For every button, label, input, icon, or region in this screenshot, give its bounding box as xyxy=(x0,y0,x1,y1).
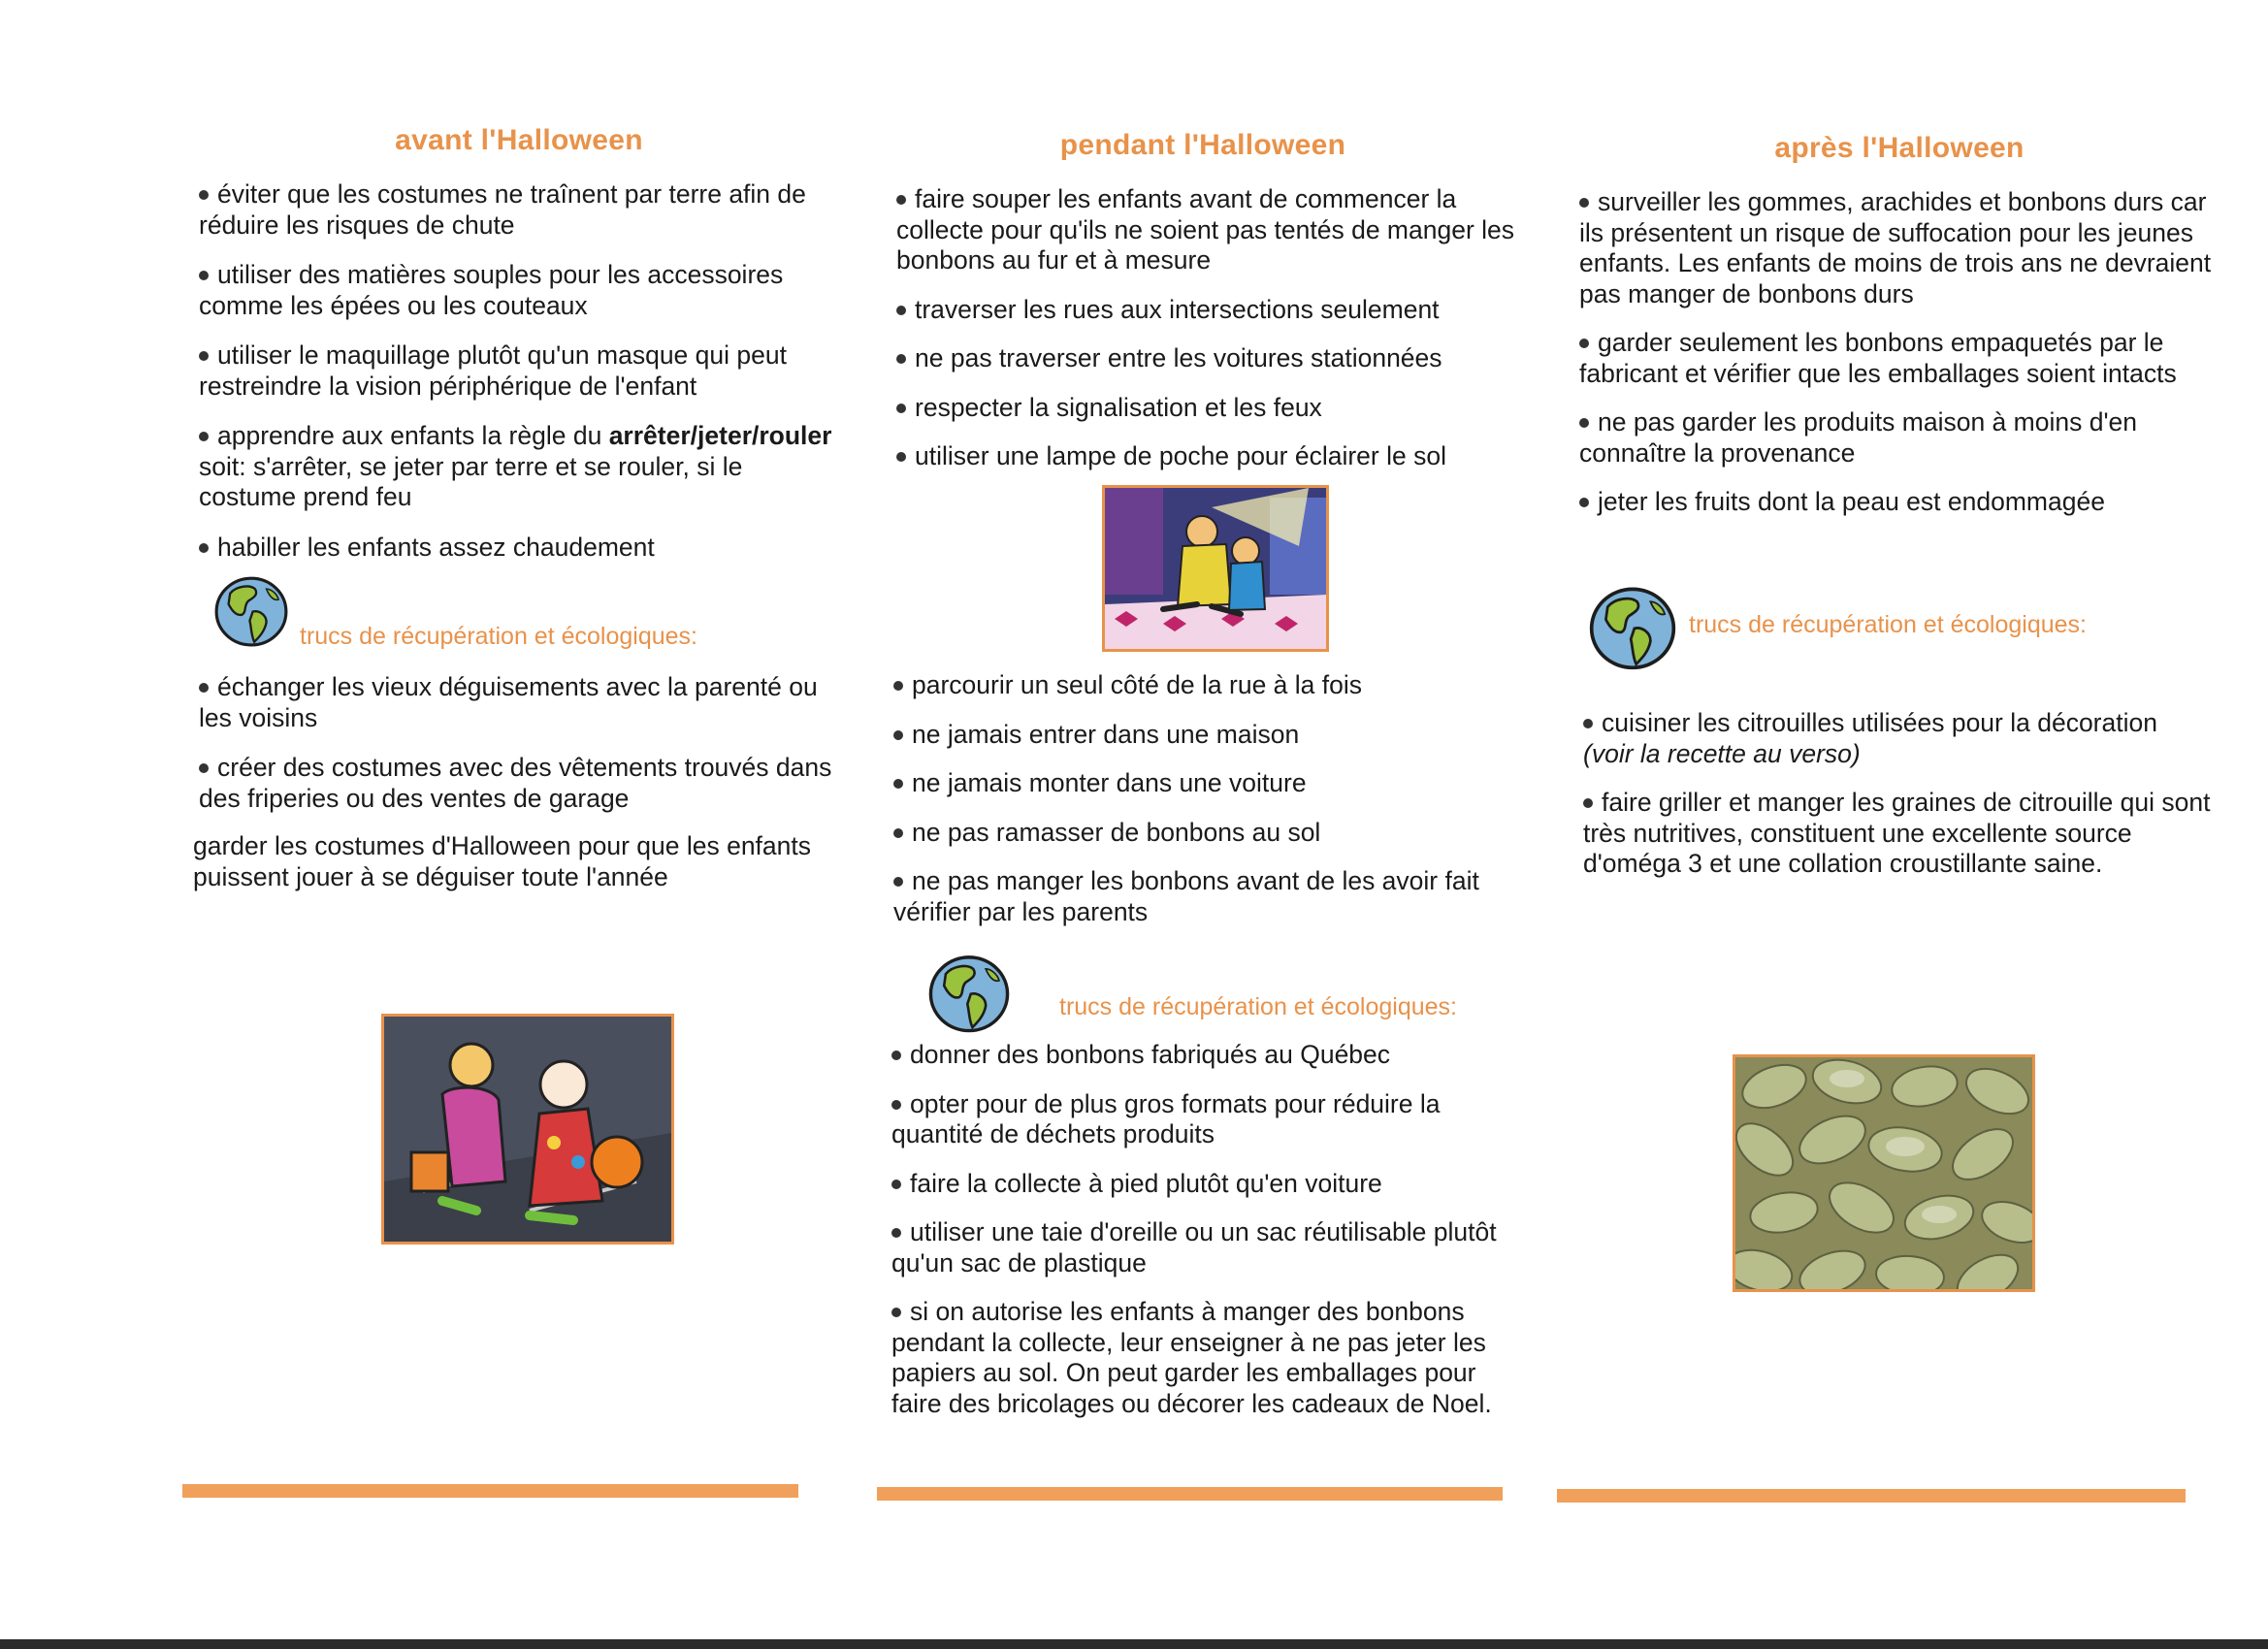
list-item: opter pour de plus gros formats pour réduire la quantité de déchets produits xyxy=(891,1088,1441,1148)
list-item: ne pas garder les produits maison à moins d'en connaître la provenance xyxy=(1579,407,2137,468)
list-item: ne pas ramasser de bonbons au sol xyxy=(893,818,1534,849)
trucs-header-apres xyxy=(1579,582,2219,679)
list-item: utiliser une lampe de poche pour éclairer le sol xyxy=(896,441,1537,472)
trucs-label: trucs de récupération et écologiques: xyxy=(1689,611,2087,638)
rule-name: arrêter/jeter/rouler xyxy=(608,421,832,450)
bullet-icon xyxy=(896,354,906,364)
list-item: utiliser le maquillage plutôt qu'un masque qui peut restreindre la vision périphérique de l'enfant xyxy=(199,340,787,401)
bullet-icon xyxy=(1579,498,1589,507)
bullet-icon xyxy=(1583,798,1593,808)
bullet-icon xyxy=(896,306,906,315)
kids-flashlight-illustration xyxy=(1102,485,1329,652)
heading-avant: avant l'Halloween xyxy=(395,124,643,156)
bullet-icon xyxy=(199,190,209,200)
costumed-kids-illustration xyxy=(381,1014,674,1245)
list-item-rule: apprendre aux enfants la règle du arrêter/jeter/rouler soit: s'arrêter, se jeter par terre et se rouler, si le costume prend feu xyxy=(199,421,832,511)
bullet-icon xyxy=(199,683,209,693)
list-item: habiller les enfants assez chaudement xyxy=(199,533,839,564)
list-item: cuisiner les citrouilles utilisées pour la décoration (voir la recette au verso) xyxy=(1583,708,2157,768)
list-item: faire griller et manger les graines de citrouille qui sont très nutritives, constituent une excellente source d'oméga 3 et une collation croustillante saine. xyxy=(1583,788,2211,878)
pendant-list-2 xyxy=(893,670,1534,927)
avant-list xyxy=(199,179,839,563)
list-item: jeter les fruits dont la peau est endommagée xyxy=(1579,487,2219,518)
bullet-icon xyxy=(896,404,906,413)
list-item: éviter que les costumes ne traînent par terre afin de réduire les risques de chute xyxy=(199,179,806,240)
list-item: respecter la signalisation et les feux xyxy=(896,393,1537,424)
list-item: si on autorise les enfants à manger des bonbons pendant la collecte, leur enseigner à ne pas jeter les papiers au sol. On peut garder les emballages pour faire des bricolages ou décorer les cadeaux de Noel. xyxy=(891,1297,1492,1418)
bullet-icon xyxy=(893,828,903,838)
heading-apres: après l'Halloween xyxy=(1774,132,2025,164)
bullet-icon xyxy=(891,1180,901,1189)
bullet-icon xyxy=(896,195,906,205)
recipe-note: (voir la recette au verso) xyxy=(1583,738,1861,768)
apres-trucs-list xyxy=(1583,708,2223,880)
list-item: donner des bonbons fabriqués au Québec xyxy=(891,1040,1532,1071)
avant-trucs-list xyxy=(193,672,839,892)
list-item: utiliser des matières souples pour les accessoires comme les épées ou les couteaux xyxy=(199,260,784,320)
list-item: ne jamais monter dans une voiture xyxy=(893,768,1534,799)
list-item: ne pas manger les bonbons avant de les avoir fait vérifier par les parents xyxy=(893,866,1479,926)
globe-icon xyxy=(207,572,296,653)
bullet-icon xyxy=(199,763,209,773)
bullet-icon xyxy=(199,432,209,441)
list-item: traverser les rues aux intersections seulement xyxy=(896,295,1537,326)
bullet-icon xyxy=(199,271,209,280)
divider xyxy=(1557,1489,2186,1503)
column-apres xyxy=(1579,0,2219,1649)
column-avant xyxy=(193,0,839,1649)
bullet-icon xyxy=(891,1051,901,1060)
list-item: ne jamais entrer dans une maison xyxy=(893,720,1534,751)
list-item-plain: garder les costumes d'Halloween pour que les enfants puissent jouer à se déguiser toute l'année xyxy=(193,831,812,891)
list-item: échanger les vieux déguisements avec la parenté ou les voisins xyxy=(199,672,818,732)
scan-edge xyxy=(0,1639,2268,1649)
divider xyxy=(877,1487,1503,1501)
pendant-trucs-list xyxy=(891,1040,1532,1419)
list-item: parcourir un seul côté de la rue à la fois xyxy=(893,670,1534,701)
bullet-icon xyxy=(1583,719,1593,728)
bullet-icon xyxy=(199,543,209,553)
list-item: ne pas traverser entre les voitures stationnées xyxy=(896,343,1537,374)
bullet-icon xyxy=(893,730,903,740)
bullet-icon xyxy=(1579,198,1589,208)
bullet-icon xyxy=(1579,418,1589,428)
list-item: garder seulement les bonbons empaquetés par le fabricant et vérifier que les emballages soient intacts xyxy=(1579,328,2177,388)
globe-icon xyxy=(1579,582,1686,676)
bullet-icon xyxy=(891,1308,901,1317)
bullet-icon xyxy=(199,351,209,361)
column-pendant xyxy=(891,0,1531,1649)
pendant-list xyxy=(896,184,1537,472)
pumpkin-seeds-photo xyxy=(1733,1054,2035,1292)
bullet-icon xyxy=(893,779,903,789)
globe-icon xyxy=(920,951,1019,1039)
bullet-icon xyxy=(893,681,903,691)
list-item: utiliser une taie d'oreille ou un sac réutilisable plutôt qu'un sac de plastique xyxy=(891,1217,1497,1277)
trucs-label: trucs de récupération et écologiques: xyxy=(1059,993,1457,1020)
bullet-icon xyxy=(891,1228,901,1238)
list-item: faire souper les enfants avant de commencer la collecte pour qu'ils ne soient pas tentés de manger les bonbons au fur et à mesure xyxy=(896,184,1515,275)
list-item: créer des costumes avec des vêtements trouvés dans des friperies ou des ventes de garage xyxy=(199,753,832,813)
bullet-icon xyxy=(1579,339,1589,348)
trucs-header-avant xyxy=(199,572,839,669)
bullet-icon xyxy=(891,1100,901,1110)
divider xyxy=(182,1484,798,1498)
list-item: surveiller les gommes, arachides et bonbons durs car ils présentent un risque de suffocation pour les jeunes enfants. Les enfants de moins de trois ans ne devraient pas manger de bonbons durs xyxy=(1579,187,2212,308)
list-item: faire la collecte à pied plutôt qu'en voiture xyxy=(891,1169,1532,1200)
apres-list xyxy=(1579,187,2219,518)
trucs-header-pendant xyxy=(891,951,1531,1048)
bullet-icon xyxy=(896,452,906,462)
heading-pendant: pendant l'Halloween xyxy=(1059,129,1346,161)
bullet-icon xyxy=(893,877,903,887)
trucs-label: trucs de récupération et écologiques: xyxy=(300,623,697,650)
